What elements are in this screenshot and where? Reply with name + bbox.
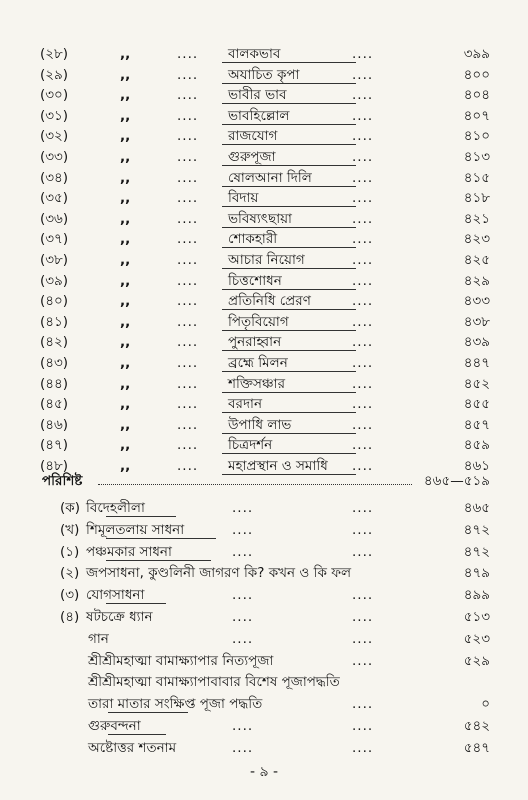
underline-rule — [108, 734, 166, 735]
leader-dots: .... — [352, 355, 374, 371]
leader-dots: .... — [352, 652, 374, 669]
chapter-title: ষোলআনা দিলি — [228, 169, 312, 186]
chapter-number: (৩৬) — [40, 210, 69, 227]
chapter-number: (৩৭) — [40, 231, 69, 248]
ditto-mark: ,, — [120, 231, 131, 248]
leader-dots: .... — [177, 272, 199, 289]
ditto-mark: ,, — [120, 355, 131, 371]
chapter-title: প্রতিনিধি প্রেরণ — [228, 293, 311, 310]
page-number: ৪১৫ — [463, 169, 490, 186]
ditto-mark: ,, — [120, 313, 131, 330]
leader-dots: .... — [352, 416, 374, 433]
chapter-number: (৩১) — [40, 107, 69, 124]
page-number: ৪৭৯ — [463, 565, 490, 582]
leader-dots: .... — [352, 458, 374, 474]
chapter-title: পিতৃবিয়োগ — [228, 313, 289, 330]
appendix-row — [0, 628, 528, 650]
leader-dots: .... — [352, 87, 374, 104]
chapter-title: ভবিষ্যৎছায়া — [228, 210, 292, 227]
item-label: (খ) — [60, 521, 80, 538]
leader-dots: .... — [352, 587, 374, 604]
leader-dots: .... — [352, 149, 374, 165]
page-number: ৪৬৫ — [463, 500, 490, 516]
ditto-mark: ,, — [120, 272, 131, 289]
item-title: শ্রীশ্রীমহাত্মা বামাক্ষ্যাপাবাবার বিশেষ পূজাপদ্ধতি — [88, 674, 340, 691]
page-number: ৪২১ — [463, 210, 490, 227]
leader-dots: .... — [232, 521, 254, 538]
page-number: ৪০৪ — [463, 87, 490, 104]
chapter-title: বরদান — [228, 396, 263, 413]
ditto-mark: ,, — [120, 375, 131, 392]
page-number: ৫২৯ — [463, 652, 490, 669]
ditto-mark: ,, — [120, 128, 131, 145]
appendix-row — [0, 584, 528, 606]
page-number: ৪৭২ — [463, 543, 490, 560]
page-number: ৪৩৯ — [463, 334, 490, 351]
leader-dots: .... — [177, 107, 199, 124]
page-number: ৪৫২ — [463, 375, 490, 392]
leader-dots: .... — [232, 500, 254, 516]
appendix-row — [0, 715, 528, 737]
chapter-number: (৩২) — [40, 128, 69, 145]
chapter-title: চিত্রদর্শন — [228, 437, 273, 454]
chapter-title: বিদায় — [228, 190, 259, 207]
item-title: শিমূলতলায় সাধনা — [86, 521, 185, 538]
appendix-row — [0, 671, 528, 693]
ditto-mark: ,, — [120, 458, 131, 474]
leader-dots: .... — [352, 66, 374, 83]
item-title: গান — [88, 630, 109, 647]
chapter-title: শক্তিসঞ্চার — [228, 375, 286, 392]
leader-dots: .... — [177, 334, 199, 351]
item-label: (২) — [60, 565, 80, 582]
chapter-title: বালকভাব — [228, 46, 281, 62]
appendix-row — [0, 650, 528, 672]
item-title: অষ্টোত্তর শতনাম — [88, 739, 177, 756]
ditto-mark: ,, — [120, 190, 131, 207]
chapter-number: (৩৯) — [40, 272, 69, 289]
item-title: গুরুবন্দনা — [88, 718, 141, 734]
leader-dots: .... — [352, 190, 374, 207]
page-number: ৪৫৫ — [463, 396, 490, 413]
leader-dots: .... — [352, 521, 374, 538]
chapter-title: ভাবীর ভাব — [228, 87, 287, 104]
item-title: বিদেহলীলা — [86, 500, 145, 516]
leader-dots: .... — [352, 375, 374, 392]
ditto-mark: ,, — [120, 169, 131, 186]
item-label: (৩) — [60, 587, 80, 604]
chapter-number: (৪০) — [40, 293, 69, 310]
leader-dots: .... — [352, 169, 374, 186]
item-label: (১) — [60, 543, 80, 560]
item-title: পঞ্চমকার সাধনা — [86, 543, 172, 560]
appendix-row — [0, 606, 528, 628]
leader-dots: .... — [177, 375, 199, 392]
leader-dots: .... — [352, 107, 374, 124]
page-number-footer: - ৯ - — [249, 764, 279, 780]
leader-dots: .... — [232, 543, 254, 560]
leader-dots: .... — [352, 46, 374, 62]
chapter-title: পুনরাহ্বান — [228, 334, 282, 351]
leader-dots: .... — [177, 149, 199, 165]
page-number: ০ — [481, 696, 490, 713]
page-number: ৪২৯ — [463, 272, 490, 289]
leader-dots: .... — [352, 437, 374, 454]
page-number: ৪৭২ — [463, 521, 490, 538]
leader-dots: .... — [177, 190, 199, 207]
appendix-row — [0, 519, 528, 541]
leader-dots: .... — [177, 87, 199, 104]
leader-dots: .... — [352, 543, 374, 560]
leader-dots: .... — [177, 46, 199, 62]
chapter-title: গুরুপূজা — [228, 149, 276, 165]
chapter-number: (৪৪) — [40, 375, 69, 392]
chapter-number: (৪৬) — [40, 416, 69, 433]
page-number: ৪৫৭ — [463, 416, 490, 433]
page-number: ৪৪৭ — [463, 355, 490, 371]
chapter-number: (৪৫) — [40, 396, 69, 413]
chapter-title: ভাবহিল্লোল — [228, 107, 290, 124]
leader-dots: .... — [177, 231, 199, 248]
leader-dots: .... — [177, 293, 199, 310]
chapter-number: (৪৩) — [40, 355, 69, 371]
leader-dots: .... — [352, 293, 374, 310]
leader-dots: .... — [177, 416, 199, 433]
page-number: ৪১৩ — [463, 149, 490, 165]
leader-dots: .... — [352, 396, 374, 413]
page-number: ৪৫৯ — [463, 437, 490, 454]
appendix-row — [0, 693, 528, 715]
leader-dots: .... — [232, 630, 254, 647]
leader-dots: .... — [352, 313, 374, 330]
page-number: ৪২৫ — [463, 252, 490, 268]
leader-dots: .... — [352, 210, 374, 227]
page-number: ৪৩৩ — [463, 293, 490, 310]
leader-dots: .... — [352, 696, 374, 713]
appendix-label: পরিশিষ্ট — [42, 473, 83, 489]
page-number: ৫৪২ — [463, 718, 490, 734]
chapter-title: ব্রহ্মে মিলন — [228, 355, 288, 371]
chapter-title: অযাচিত কৃপা — [228, 66, 300, 83]
ditto-mark: ,, — [120, 437, 131, 454]
page-number: ৪১৮ — [463, 190, 490, 207]
leader-dots: .... — [232, 587, 254, 604]
page-number: ৫২৩ — [463, 630, 490, 647]
leader-dots: .... — [232, 739, 254, 756]
leader-dots: .... — [352, 252, 374, 268]
chapter-number: (৩৩) — [40, 149, 69, 165]
leader-dots: .... — [177, 128, 199, 145]
leader-dots: .... — [177, 210, 199, 227]
ditto-mark: ,, — [120, 210, 131, 227]
page-number: ৪১০ — [463, 128, 490, 145]
page-number: ৪৬১ — [463, 458, 490, 474]
page-number: ৪৩৮ — [463, 313, 490, 330]
leader-dots: .... — [177, 169, 199, 186]
ditto-mark: ,, — [120, 416, 131, 433]
page-number: ৩৯৯ — [463, 46, 490, 62]
leader-dots: .... — [352, 500, 374, 516]
item-title: শ্রীশ্রীমহাত্মা বামাক্ষ্যাপার নিত্যপূজা — [88, 652, 274, 669]
chapter-number: (৪৭) — [40, 437, 69, 454]
leader-dots — [98, 484, 412, 485]
leader-dots: .... — [352, 609, 374, 625]
chapter-number: (২৯) — [40, 66, 69, 83]
underline-rule — [106, 538, 216, 539]
ditto-mark: ,, — [120, 252, 131, 268]
leader-dots: .... — [232, 718, 254, 734]
appendix-row — [0, 541, 528, 563]
leader-dots: .... — [352, 334, 374, 351]
appendix-row — [0, 497, 528, 519]
leader-dots: .... — [177, 66, 199, 83]
page-number: ৫৪৭ — [463, 739, 490, 756]
leader-dots: .... — [177, 355, 199, 371]
leader-dots: .... — [177, 458, 199, 474]
page-number: ৪০৭ — [463, 107, 490, 124]
ditto-mark: ,, — [120, 87, 131, 104]
chapter-title: উপাধি লাভ — [228, 416, 292, 433]
appendix-row — [0, 562, 528, 584]
ditto-mark: ,, — [120, 66, 131, 83]
chapter-number: (৩৪) — [40, 169, 69, 186]
item-label: (৪) — [60, 609, 80, 625]
underline-rule — [106, 560, 211, 561]
item-title: জপসাধনা, কুণ্ডলিনী জাগরণ কি? কখন ও কি ফল — [86, 565, 352, 582]
ditto-mark: ,, — [120, 293, 131, 310]
leader-dots: .... — [177, 396, 199, 413]
page-number: ৪৯৯ — [463, 587, 490, 604]
item-title: ষটচক্রে ধ্যান — [86, 609, 153, 625]
ditto-mark: ,, — [120, 149, 131, 165]
leader-dots: .... — [177, 437, 199, 454]
item-title: তারা মাতার সংক্ষিপ্ত পূজা পদ্ধতি — [88, 696, 263, 713]
item-title: যোগসাধনা — [86, 587, 145, 604]
leader-dots: .... — [352, 231, 374, 248]
chapter-title: চিত্তশোধন — [228, 272, 282, 289]
leader-dots: .... — [177, 313, 199, 330]
chapter-number: (৩৮) — [40, 252, 69, 268]
underline-rule — [106, 603, 166, 604]
ditto-mark: ,, — [120, 334, 131, 351]
chapter-title: শোকহারী — [228, 231, 278, 248]
leader-dots: .... — [352, 630, 374, 647]
chapter-title: রাজযোগ — [228, 128, 278, 145]
chapter-number: (৩০) — [40, 87, 69, 104]
chapter-title: আচার নিয়োগ — [228, 252, 305, 268]
appendix-heading — [42, 469, 490, 493]
chapter-number: (২৮) — [40, 46, 69, 62]
leader-dots: .... — [177, 252, 199, 268]
appendix-row — [0, 737, 528, 759]
page-number: ৪০০ — [463, 66, 490, 83]
leader-dots: .... — [352, 128, 374, 145]
chapter-number: (৪৮) — [40, 458, 69, 474]
ditto-mark: ,, — [120, 46, 131, 62]
leader-dots: .... — [352, 272, 374, 289]
leader-dots: .... — [352, 739, 374, 756]
chapter-title: মহাপ্রস্থান ও সমাধি — [228, 458, 328, 474]
underline-rule — [106, 516, 176, 517]
page-number: ৫১৩ — [463, 609, 490, 625]
ditto-mark: ,, — [120, 107, 131, 124]
page-number: ৪২৩ — [463, 231, 490, 248]
chapter-number: (৪২) — [40, 334, 69, 351]
appendix-page-range: ৪৬৫—৫১৯ — [423, 473, 490, 489]
leader-dots: .... — [232, 609, 254, 625]
underline-rule — [108, 712, 188, 713]
chapter-number: (৩৫) — [40, 190, 69, 207]
item-label: (ক) — [60, 500, 80, 516]
chapter-number: (৪১) — [40, 313, 69, 330]
leader-dots: .... — [352, 718, 374, 734]
ditto-mark: ,, — [120, 396, 131, 413]
